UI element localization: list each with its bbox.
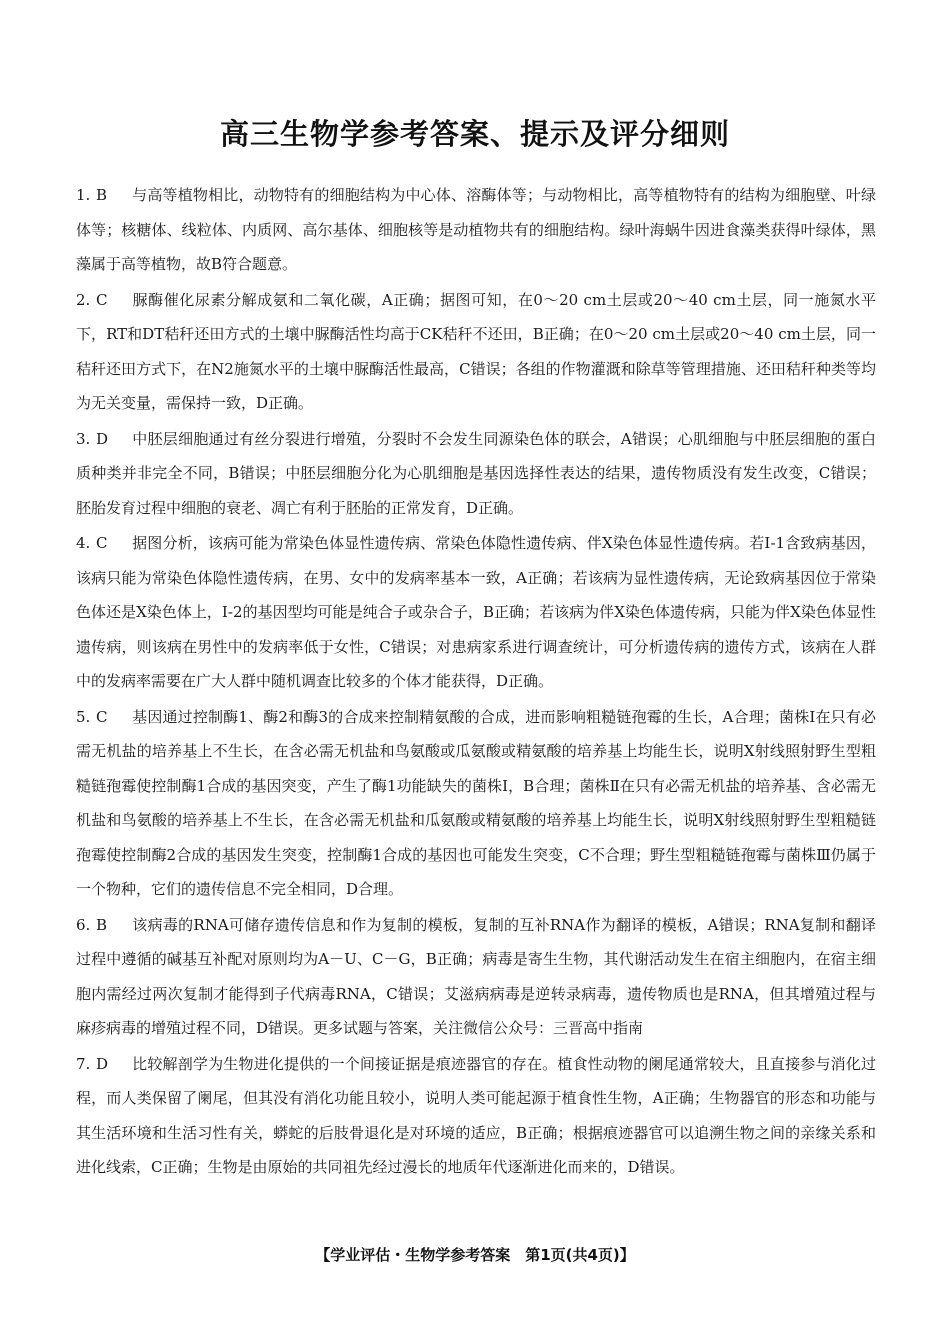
question-number: 4. <box>76 534 91 552</box>
question-number: 3. <box>76 429 91 448</box>
page-footer: 【学业评估・生物学参考答案 第1页(共4页)】 <box>315 1246 635 1264</box>
answer-item-1 <box>76 178 876 282</box>
answer-item-6 <box>76 908 876 1046</box>
answer-explanation: 该病毒的RNA可储存遗传信息和作为复制的模板，复制的互补RNA作为翻译的模板，A错误；RNA复制和翻译过程中遵循的碱基互补配对原则均为A－U、C－G，B正确；病毒是寄生生物，其代谢活动发生在宿主细胞内，在宿主细胞内需经过两次复制才能得到子代病毒RNA，C错误；艾滋病病毒是逆转录病毒，遗传物质也是RNA，但其增殖过程与麻疹病毒的增殖过程不同，D错误。更多试题与答案，关注微信公众号：三晋高中指南 <box>76 915 876 1037</box>
answer-item-7 <box>76 1047 876 1185</box>
answer-explanation: 基因通过控制酶1、酶2和酶3的合成来控制精氨酸的合成，进而影响粗糙链孢霉的生长，A合理；菌株Ⅰ在只有必需无机盐的培养基上不生长，在含必需无机盐和鸟氨酸或瓜氨酸或精氨酸的培养基上均能生长，说明X射线照射野生型粗糙链孢霉使控制酶1合成的基因突变，产生了酶1功能缺失的菌株Ⅰ，B合理；菌株Ⅱ在只有必需无机盐的培养基、含必需无机盐和鸟氨酸的培养基上不生长，在含必需无机盐和瓜氨酸或精氨酸的培养基上均能生长，说明X射线照射野生型粗糙链孢霉使控制酶2合成的基因发生突变，控制酶1合成的基因也可能发生突变，C不合理；野生型粗糙链孢霉与菌株Ⅲ仍属于一个物种，它们的遗传信息不完全相同，D合理。 <box>76 707 876 898</box>
answer-item-2 <box>76 283 876 421</box>
answer-explanation: 比较解剖学为生物进化提供的一个间接证据是痕迹器官的存在。植食性动物的阑尾通常较大，且直接参与消化过程，而人类保留了阑尾，但其没有消化功能且较小，说明人类可能起源于植食性生物，A正确；生物器官的形态和功能与其生活环境和生活习性有关，蟒蛇的后肢骨退化是对环境的适应，B正确；根据痕迹器官可以追溯生物之间的亲缘关系和进化线索，C正确；生物是由原始的共同祖先经过漫长的地质年代逐渐进化而来的，D错误。 <box>76 1054 876 1176</box>
answer-choice: C <box>96 290 108 309</box>
question-number: 5. <box>76 707 91 726</box>
question-number: 2. <box>76 290 91 309</box>
answer-explanation: 脲酶催化尿素分解成氨和二氧化碳，A正确；据图可知，在0～20 cm土层或20～40 cm土层，同一施氮水平下，RT和DT秸秆还田方式的土壤中脲酶活性均高于CK秸秆不还田，B正确；在0～20 cm土层或20～40 cm土层，同一秸秆还田方式下，在N2施氮水平的土壤中脲酶活性最高，C错误；各组的作物灌溉和除草等管理措施、还田秸秆种类等均为无关变量，需保持一致，D正确。 <box>76 290 876 412</box>
answer-choice: D <box>96 1054 109 1073</box>
answer-choice: D <box>96 429 109 448</box>
answer-choice: B <box>96 915 108 934</box>
answer-item-4 <box>76 526 876 699</box>
question-number: 6. <box>76 915 91 934</box>
answer-list <box>76 178 876 1186</box>
answer-explanation: 据图分析，该病可能为常染色体显性遗传病、常染色体隐性遗传病、伴X染色体显性遗传病。若Ⅰ-1含致病基因，该病只能为常染色体隐性遗传病，在男、女中的发病率基本一致，A正确；若该病为显性遗传病，无论致病基因位于常染色体还是X染色体上，Ⅰ-2的基因型均可能是纯合子或杂合子，B正确；若该病为伴X染色体遗传病，只能为伴X染色体显性遗传病，则该病在男性中的发病率低于女性，C错误；对患病家系进行调查统计，可分析遗传病的遗传方式，该病在人群中的发病率需要在广大人群中随机调查比较多的个体才能获得，D正确。 <box>76 534 876 690</box>
question-number: 1. <box>76 186 91 204</box>
answer-explanation: 中胚层细胞通过有丝分裂进行增殖，分裂时不会发生同源染色体的联会，A错误；心肌细胞与中胚层细胞的蛋白质种类并非完全不同，B错误；中胚层细胞分化为心肌细胞是基因选择性表达的结果，遗传物质没有发生改变，C错误；胚胎发育过程中细胞的衰老、凋亡有利于胚胎的正常发育，D正确。 <box>76 429 876 517</box>
answer-choice: B <box>96 186 108 204</box>
answer-item-5 <box>76 700 876 907</box>
answer-explanation: 与高等植物相比，动物特有的细胞结构为中心体、溶酶体等；与动物相比，高等植物特有的结构为细胞壁、叶绿体等；核糖体、线粒体、内质网、高尔基体、细胞核等是动植物共有的细胞结构。绿叶海蜗牛因进食藻类获得叶绿体，黑藻属于高等植物，故B符合题意。 <box>76 186 876 273</box>
answer-choice: C <box>96 707 108 726</box>
answer-item-3 <box>76 422 876 526</box>
page-title: 高三生物学参考答案、提示及评分细则 <box>219 117 730 151</box>
question-number: 7. <box>76 1054 91 1073</box>
answer-choice: C <box>96 534 108 552</box>
